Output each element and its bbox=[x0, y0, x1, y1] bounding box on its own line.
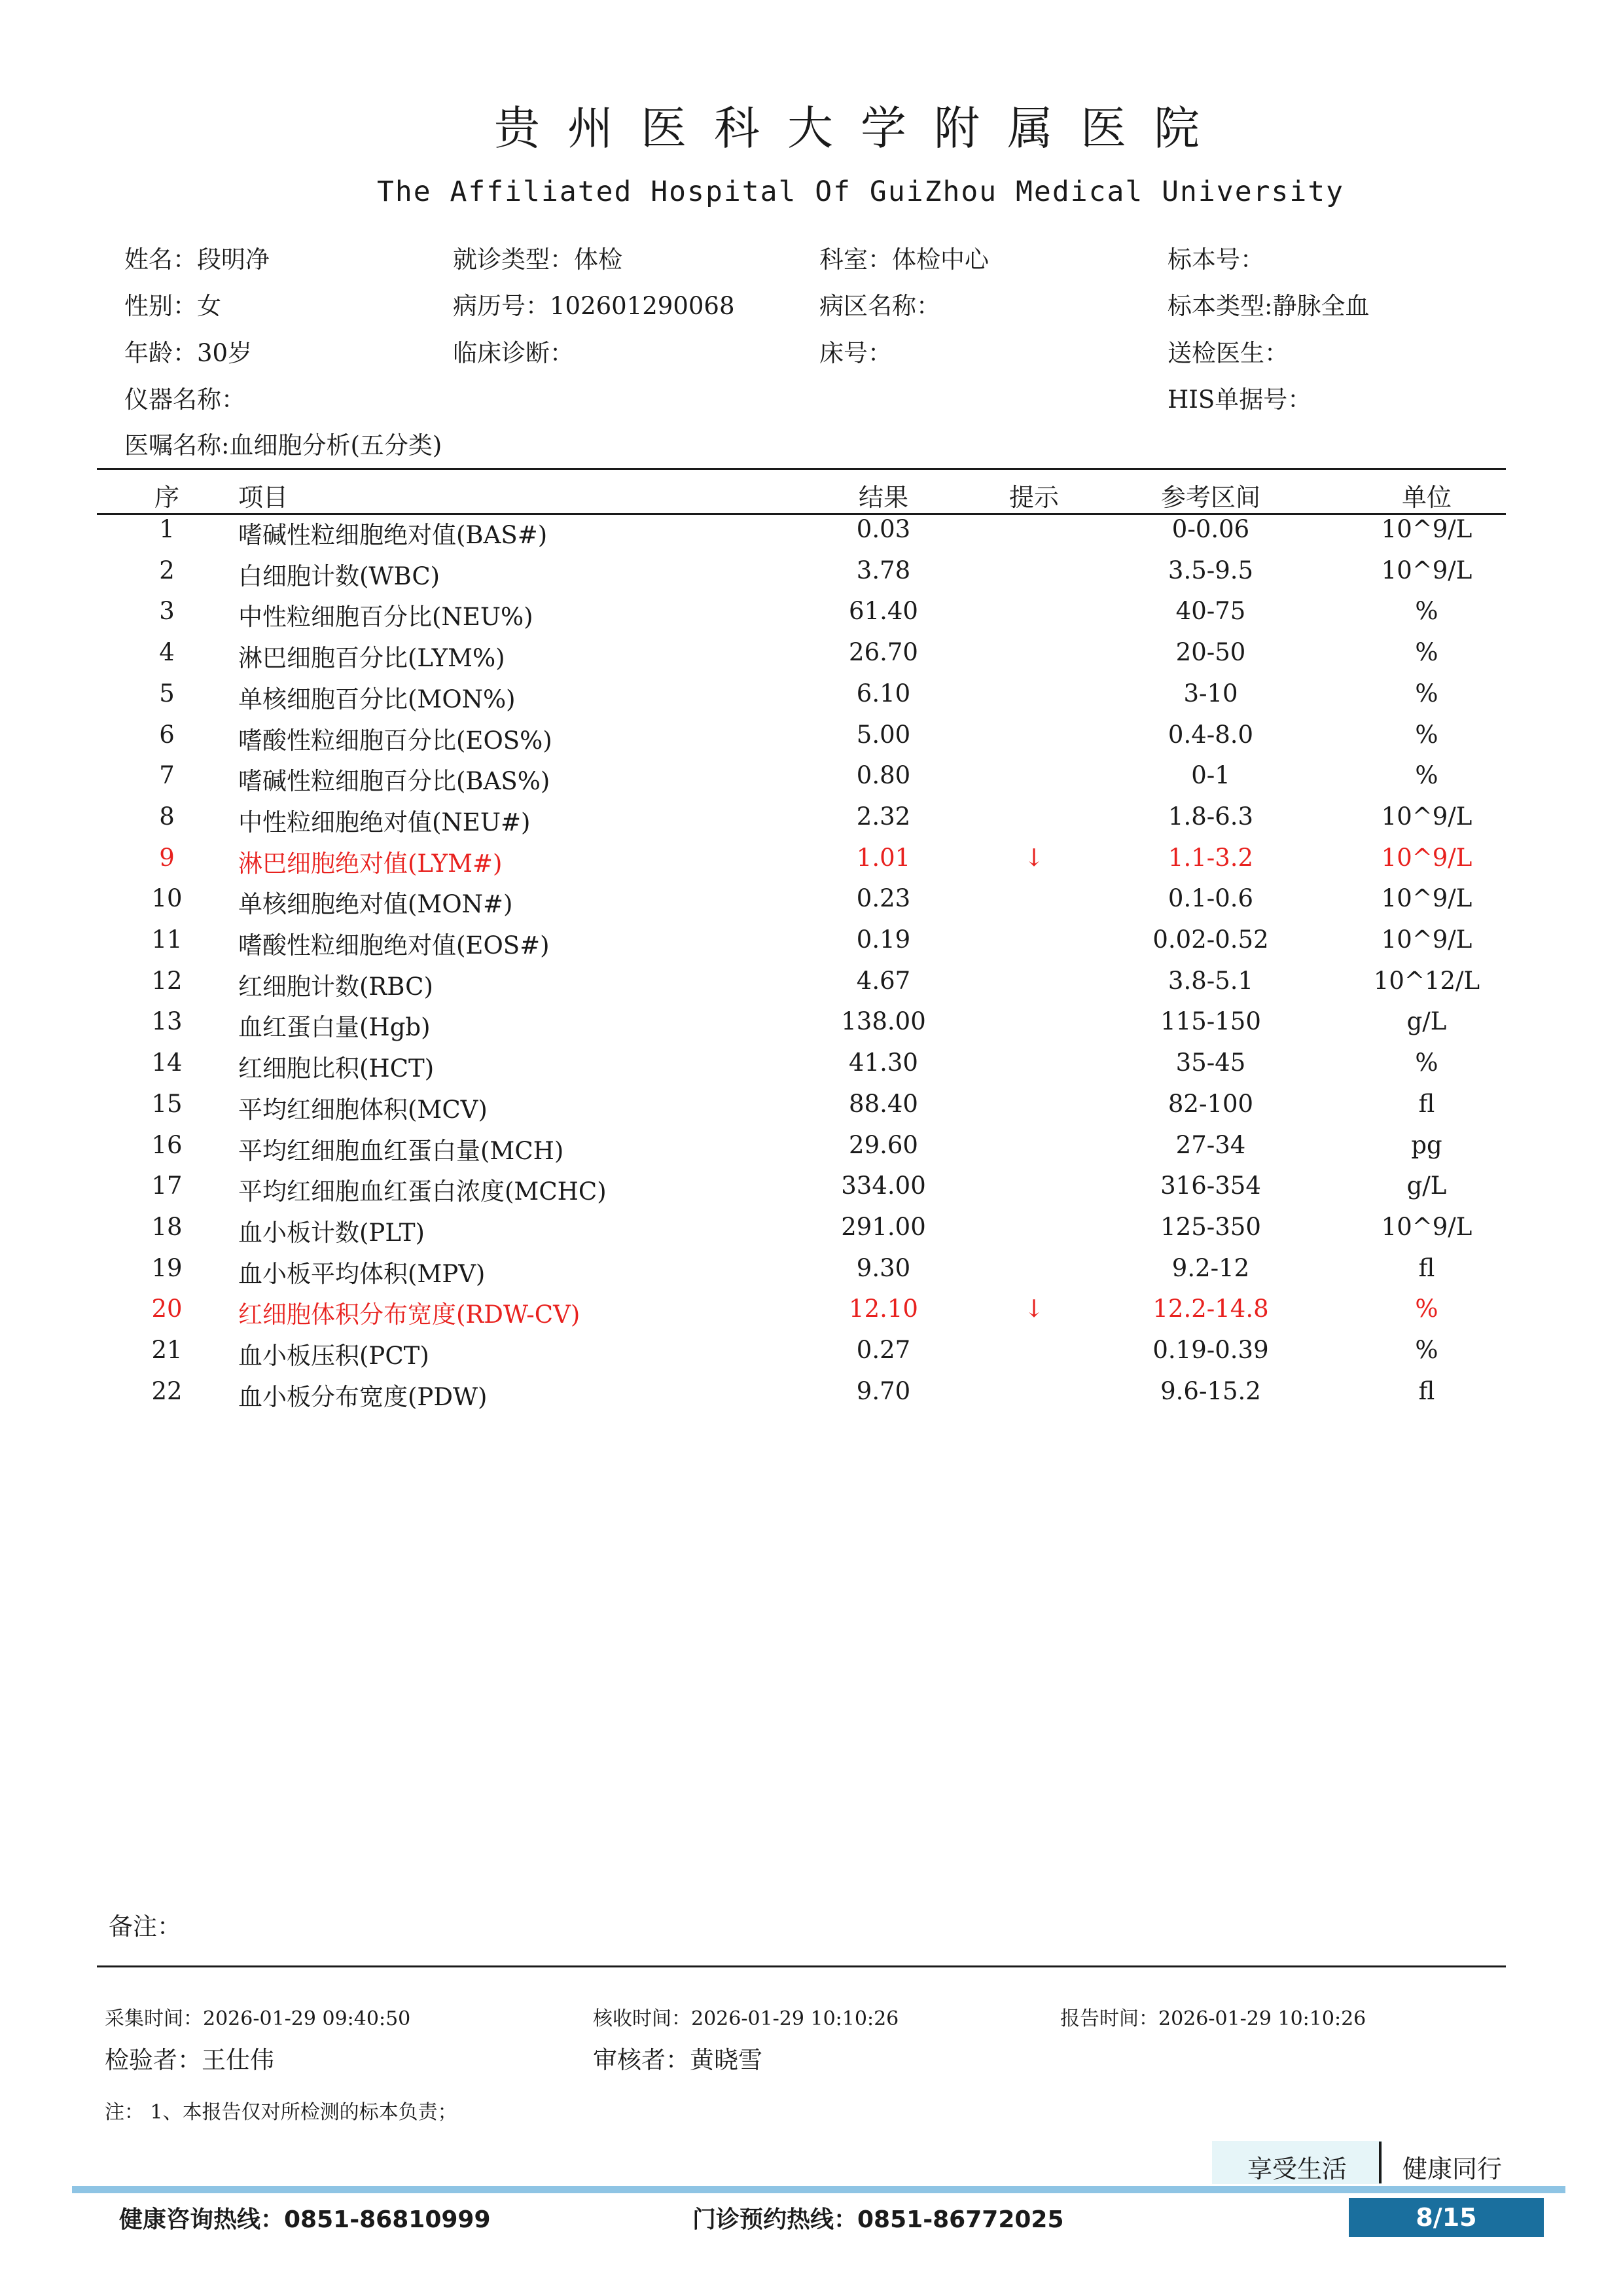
row-item: 平均红细胞体积(MCV) bbox=[238, 1095, 488, 1124]
table-row bbox=[0, 556, 1623, 597]
report-time: 报告时间：2026-01-29 10:10:26 bbox=[1060, 2007, 1366, 2030]
table-header bbox=[0, 477, 1623, 514]
tester: 检验者：王仕伟 bbox=[105, 2046, 274, 2074]
row-no: 21 bbox=[151, 1336, 183, 1364]
row-no: 16 bbox=[151, 1130, 183, 1159]
row-item: 平均红细胞血红蛋白量(MCH) bbox=[238, 1136, 564, 1165]
header-flag: 提示 bbox=[1008, 483, 1059, 512]
row-item: 血小板分布宽度(PDW) bbox=[238, 1382, 488, 1411]
table-row bbox=[0, 638, 1623, 679]
table-row bbox=[0, 1377, 1623, 1418]
table-row bbox=[0, 967, 1623, 1007]
row-unit: % bbox=[1415, 679, 1438, 708]
row-result: 0.80 bbox=[856, 761, 911, 790]
row-result: 6.10 bbox=[856, 679, 911, 708]
table-row bbox=[0, 1007, 1623, 1048]
row-ref: 0.1-0.6 bbox=[1168, 884, 1254, 913]
bed-no: 床号： bbox=[819, 339, 892, 367]
row-no: 7 bbox=[159, 761, 175, 790]
row-unit: % bbox=[1415, 720, 1438, 749]
row-unit: g/L bbox=[1406, 1007, 1447, 1036]
row-unit: 10^9/L bbox=[1381, 802, 1472, 831]
row-no: 17 bbox=[151, 1172, 183, 1200]
row-ref: 3.5-9.5 bbox=[1168, 556, 1254, 584]
row-result: 41.30 bbox=[849, 1049, 918, 1077]
row-ref: 1.8-6.3 bbox=[1168, 802, 1254, 831]
row-no: 12 bbox=[151, 966, 183, 995]
row-no: 2 bbox=[159, 556, 175, 584]
row-item: 血小板压积(PCT) bbox=[238, 1342, 429, 1370]
row-item: 嗜碱性粒细胞绝对值(BAS#) bbox=[238, 521, 548, 549]
visit-type: 就诊类型：体检 bbox=[453, 245, 622, 274]
row-item: 中性粒细胞绝对值(NEU#) bbox=[238, 808, 531, 836]
row-item: 红细胞体积分布宽度(RDW-CV) bbox=[238, 1300, 580, 1329]
table-row bbox=[0, 884, 1623, 925]
row-unit: 10^12/L bbox=[1373, 966, 1480, 995]
table-row bbox=[0, 597, 1623, 637]
record-no: 病历号：102601290068 bbox=[453, 292, 735, 320]
row-ref: 1.1-3.2 bbox=[1168, 843, 1254, 872]
row-no: 14 bbox=[151, 1049, 183, 1077]
row-no: 8 bbox=[159, 802, 175, 831]
consult-hotline: 健康咨询热线：0851-86810999 bbox=[119, 2206, 491, 2233]
row-result: 1.01 bbox=[856, 843, 911, 872]
row-ref: 20-50 bbox=[1175, 638, 1246, 667]
table-row bbox=[0, 721, 1623, 761]
row-item: 单核细胞绝对值(MON#) bbox=[238, 890, 513, 919]
row-ref: 0-0.06 bbox=[1171, 515, 1250, 543]
row-unit: fl bbox=[1418, 1376, 1435, 1405]
header-item: 项目 bbox=[238, 483, 289, 512]
row-result: 0.03 bbox=[856, 515, 911, 543]
order-name: 医嘱名称:血细胞分析(五分类) bbox=[124, 431, 442, 459]
row-item: 嗜酸性粒细胞百分比(EOS%) bbox=[238, 726, 552, 755]
table-row bbox=[0, 515, 1623, 556]
row-unit: % bbox=[1415, 761, 1438, 790]
patient-gender: 性别：女 bbox=[124, 292, 221, 320]
row-item: 中性粒细胞百分比(NEU%) bbox=[238, 603, 533, 632]
hospital-name-en: The Affiliated Hospital Of GuiZhou Medical University bbox=[376, 175, 1345, 208]
row-ref: 115-150 bbox=[1160, 1007, 1261, 1036]
row-ref: 9.6-15.2 bbox=[1160, 1376, 1261, 1405]
page-number: 8/15 bbox=[1349, 2198, 1544, 2237]
row-result: 9.70 bbox=[856, 1376, 911, 1405]
row-unit: % bbox=[1415, 1049, 1438, 1077]
row-result: 138.00 bbox=[841, 1007, 926, 1036]
row-result: 3.78 bbox=[856, 556, 911, 584]
row-result: 26.70 bbox=[849, 638, 918, 667]
row-result: 4.67 bbox=[856, 966, 911, 995]
patient-age: 年龄：30岁 bbox=[124, 339, 253, 367]
table-row bbox=[0, 761, 1623, 802]
table-row bbox=[0, 802, 1623, 843]
row-unit: 10^9/L bbox=[1381, 556, 1472, 584]
ward-name: 病区名称： bbox=[819, 292, 940, 320]
row-no: 19 bbox=[151, 1253, 183, 1282]
row-no: 11 bbox=[151, 925, 183, 954]
hospital-name-cn: 贵州医科大学附属医院 bbox=[494, 101, 1227, 155]
row-result: 12.10 bbox=[849, 1295, 918, 1323]
arrow-down-icon: ↓ bbox=[1024, 843, 1044, 872]
table-row bbox=[0, 844, 1623, 884]
row-ref: 125-350 bbox=[1160, 1212, 1261, 1241]
instrument-name: 仪器名称： bbox=[124, 386, 245, 414]
row-unit: 10^9/L bbox=[1381, 1212, 1472, 1241]
row-ref: 0.4-8.0 bbox=[1168, 720, 1254, 749]
header-unit: 单位 bbox=[1401, 483, 1452, 512]
row-no: 6 bbox=[159, 720, 175, 749]
footer-rule bbox=[97, 1965, 1506, 1967]
table-row bbox=[0, 1336, 1623, 1376]
row-unit: g/L bbox=[1406, 1172, 1447, 1200]
row-item: 红细胞比积(HCT) bbox=[238, 1054, 435, 1083]
row-ref: 3-10 bbox=[1183, 679, 1238, 708]
row-no: 3 bbox=[159, 597, 175, 626]
row-item: 红细胞计数(RBC) bbox=[238, 972, 433, 1001]
row-ref: 0.19-0.39 bbox=[1152, 1336, 1269, 1364]
remark: 备注： bbox=[109, 1912, 181, 1941]
slogan-divider bbox=[1379, 2142, 1382, 2183]
patient-name: 姓名：段明净 bbox=[124, 245, 270, 274]
table-top-rule bbox=[97, 468, 1506, 470]
row-unit: fl bbox=[1418, 1089, 1435, 1118]
row-result: 5.00 bbox=[856, 720, 911, 749]
row-item: 血红蛋白量(Hgb) bbox=[238, 1013, 431, 1042]
receive-time: 核收时间：2026-01-29 10:10:26 bbox=[593, 2007, 899, 2030]
specimen-no: 标本号： bbox=[1168, 245, 1264, 274]
department: 科室：体检中心 bbox=[819, 245, 989, 274]
row-unit: % bbox=[1415, 1295, 1438, 1323]
row-item: 嗜碱性粒细胞百分比(BAS%) bbox=[238, 767, 550, 796]
row-ref: 0-1 bbox=[1191, 761, 1230, 790]
row-unit: 10^9/L bbox=[1381, 884, 1472, 913]
table-row bbox=[0, 1295, 1623, 1335]
slogan-right: 健康同行 bbox=[1402, 2155, 1503, 2183]
row-no: 4 bbox=[159, 638, 175, 667]
row-result: 61.40 bbox=[849, 597, 918, 626]
row-result: 291.00 bbox=[841, 1212, 926, 1241]
row-result: 29.60 bbox=[849, 1130, 918, 1159]
row-result: 0.19 bbox=[856, 925, 911, 954]
arrow-down-icon: ↓ bbox=[1024, 1295, 1044, 1323]
row-result: 334.00 bbox=[841, 1172, 926, 1200]
row-item: 白细胞计数(WBC) bbox=[238, 562, 440, 590]
his-no: HIS单据号： bbox=[1168, 386, 1312, 414]
row-no: 20 bbox=[151, 1295, 183, 1323]
table-row bbox=[0, 1213, 1623, 1253]
row-unit: 10^9/L bbox=[1381, 515, 1472, 543]
reviewer: 审核者：黄晓雪 bbox=[593, 2046, 762, 2074]
row-ref: 40-75 bbox=[1175, 597, 1246, 626]
row-ref: 3.8-5.1 bbox=[1168, 966, 1254, 995]
table-row bbox=[0, 925, 1623, 966]
table-row bbox=[0, 1254, 1623, 1295]
row-no: 15 bbox=[151, 1089, 183, 1118]
row-unit: % bbox=[1415, 1336, 1438, 1364]
row-item: 嗜酸性粒细胞绝对值(EOS#) bbox=[238, 931, 550, 960]
row-no: 18 bbox=[151, 1212, 183, 1241]
table-row bbox=[0, 1090, 1623, 1130]
row-no: 22 bbox=[151, 1376, 183, 1405]
row-ref: 12.2-14.8 bbox=[1152, 1295, 1269, 1323]
collect-time: 采集时间：2026-01-29 09:40:50 bbox=[105, 2007, 411, 2030]
report-note: 注： 1、本报告仅对所检测的标本负责； bbox=[105, 2101, 457, 2124]
specimen-type: 标本类型:静脉全血 bbox=[1168, 292, 1370, 320]
row-no: 1 bbox=[159, 515, 175, 543]
row-no: 13 bbox=[151, 1007, 183, 1036]
header-ref: 参考区间 bbox=[1160, 483, 1260, 512]
referring-doctor: 送检医生： bbox=[1168, 339, 1289, 367]
appointment-hotline: 门诊预约热线：0851-86772025 bbox=[692, 2206, 1064, 2233]
row-unit: % bbox=[1415, 597, 1438, 626]
row-ref: 9.2-12 bbox=[1171, 1253, 1250, 1282]
row-ref: 316-354 bbox=[1160, 1172, 1261, 1200]
row-no: 10 bbox=[151, 884, 183, 913]
row-item: 淋巴细胞百分比(LYM%) bbox=[238, 644, 505, 673]
footer-blue-bar bbox=[72, 2186, 1565, 2193]
row-result: 0.23 bbox=[856, 884, 911, 913]
header-result: 结果 bbox=[858, 483, 908, 512]
row-no: 5 bbox=[159, 679, 175, 708]
table-row bbox=[0, 1049, 1623, 1089]
row-result: 0.27 bbox=[856, 1336, 911, 1364]
row-item: 平均红细胞血红蛋白浓度(MCHC) bbox=[238, 1177, 607, 1206]
row-result: 9.30 bbox=[856, 1253, 911, 1282]
header-no: 序 bbox=[154, 483, 179, 512]
table-row bbox=[0, 1131, 1623, 1172]
clinical-diagnosis: 临床诊断： bbox=[453, 339, 574, 367]
row-item: 血小板平均体积(MPV) bbox=[238, 1259, 486, 1288]
row-ref: 0.02-0.52 bbox=[1152, 925, 1269, 954]
table-row bbox=[0, 679, 1623, 720]
row-result: 88.40 bbox=[849, 1089, 918, 1118]
row-item: 血小板计数(PLT) bbox=[238, 1218, 425, 1247]
row-unit: 10^9/L bbox=[1381, 843, 1472, 872]
row-ref: 27-34 bbox=[1175, 1130, 1246, 1159]
row-no: 9 bbox=[159, 843, 175, 872]
row-unit: pg bbox=[1411, 1130, 1442, 1159]
row-item: 单核细胞百分比(MON%) bbox=[238, 685, 516, 713]
row-ref: 82-100 bbox=[1168, 1089, 1254, 1118]
row-unit: fl bbox=[1418, 1253, 1435, 1282]
row-unit: % bbox=[1415, 638, 1438, 667]
table-row bbox=[0, 1172, 1623, 1212]
row-unit: 10^9/L bbox=[1381, 925, 1472, 954]
row-ref: 35-45 bbox=[1175, 1049, 1246, 1077]
row-item: 淋巴细胞绝对值(LYM#) bbox=[238, 849, 503, 878]
slogan-left: 享受生活 bbox=[1247, 2155, 1347, 2183]
row-result: 2.32 bbox=[856, 802, 911, 831]
